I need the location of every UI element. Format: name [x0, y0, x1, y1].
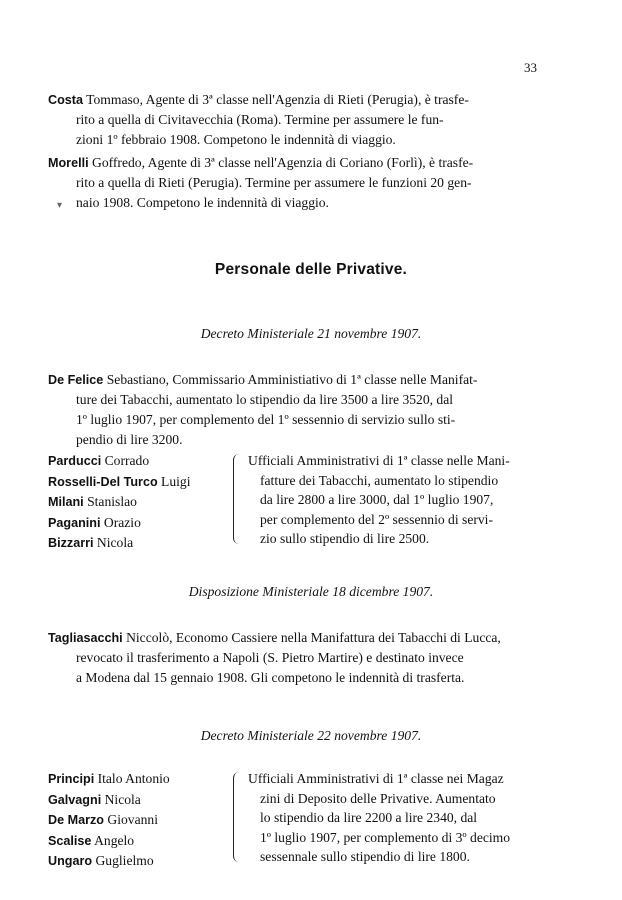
given-name: Orazio — [103, 514, 141, 530]
entry-text: Goffredo, Agente di 3ª classe nell'Agenzia di Coriano (Forlì), è trasfe- — [92, 155, 474, 170]
entry-first-line — [48, 370, 548, 390]
description-line: da lire 2800 a lire 3000, dal 1º luglio 1907, — [260, 492, 494, 508]
decree-heading: Disposizione Ministeriale 18 dicembre 1907. — [188, 584, 434, 599]
group-description-2 — [248, 769, 548, 867]
given-name: Giovanni — [107, 812, 158, 828]
entry-morelli — [48, 153, 548, 213]
group-description-1 — [248, 451, 548, 549]
given-name: Guglielmo — [95, 853, 154, 869]
surname: Paganini — [48, 515, 101, 530]
entry-text: Sebastiano, Commissario Amministiativo di 1ª classe nelle Manifat- — [106, 372, 478, 387]
entry-continuation: naio 1908. Competono le indennità di viaggio. — [76, 195, 329, 210]
brace-bracket — [233, 454, 240, 544]
page-number: 33 — [524, 60, 537, 75]
list-item — [48, 769, 233, 790]
entry-continuation: ture dei Tabacchi, aumentato lo stipendio da lire 3500 a lire 3520, dal — [76, 392, 454, 407]
print-speck: ▾ — [57, 200, 63, 211]
surname: Parducci — [48, 454, 102, 468]
brace-bracket — [233, 772, 240, 862]
description-line: Ufficiali Amministrativi di 1ª classe nei Magaz — [248, 771, 504, 786]
entry-first-line — [48, 628, 558, 648]
list-item — [48, 492, 233, 513]
list-item — [48, 851, 233, 872]
surname: Ungaro — [48, 854, 93, 869]
surname: Principi — [48, 772, 95, 786]
entry-continuation: 1º luglio 1907, per complemento del 1º sessennio di servizio sullo sti- — [76, 412, 456, 427]
list-item — [48, 533, 233, 554]
decree-heading: Decreto Ministeriale 21 novembre 1907. — [200, 326, 422, 341]
entry-continuation: revocato il trasferimento a Napoli (S. Pietro Martire) e destinato invece — [76, 650, 464, 665]
surname: Rosselli-Del Turco — [48, 474, 158, 489]
entry-first-line — [48, 153, 548, 173]
list-item — [48, 790, 233, 811]
entry-first-line — [48, 90, 548, 110]
description-line: Ufficiali Amministrativi di 1ª classe nelle Mani- — [248, 453, 510, 468]
entry-continuation: pendio di lire 3200. — [76, 432, 183, 447]
list-item — [48, 810, 233, 831]
entry-costa — [48, 90, 548, 150]
given-name: Angelo — [94, 832, 135, 848]
description-line: 1º luglio 1907, per complemento di 3º decimo — [260, 829, 511, 845]
description-line: zio sullo stipendio di lire 2500. — [260, 531, 430, 547]
surname: Morelli — [48, 156, 89, 170]
entry-tagliasacchi — [48, 628, 558, 688]
entry-continuation: a Modena dal 15 gennaio 1908. Gli competono le indennità di trasferta. — [76, 670, 465, 685]
entry-de-felice — [48, 370, 548, 450]
surname: Galvagni — [48, 792, 102, 807]
list-item — [48, 831, 233, 852]
surname: De Marzo — [48, 813, 104, 828]
surname: Costa — [48, 93, 83, 107]
surname: Scalise — [48, 833, 92, 848]
name-list-2 — [48, 769, 233, 872]
entry-text: Tommaso, Agente di 3ª classe nell'Agenzia di Rieti (Perugia), è trasfe- — [86, 92, 469, 107]
surname: Tagliasacchi — [48, 631, 123, 645]
description-line: per complemento del 2º sessennio di servi- — [260, 511, 493, 527]
given-name: Luigi — [161, 473, 191, 489]
entry-continuation: rito a quella di Civitavecchia (Roma). Termine per assumere le fun- — [76, 112, 444, 127]
surname: De Felice — [48, 373, 104, 387]
list-item — [48, 472, 233, 493]
decree-heading: Decreto Ministeriale 22 novembre 1907. — [200, 728, 422, 743]
section-heading: Personale delle Privative. — [214, 261, 408, 278]
description-line: zini di Deposito delle Privative. Aumentato — [260, 790, 496, 806]
list-item — [48, 513, 233, 534]
name-list-1 — [48, 451, 233, 554]
given-name: Stanislao — [87, 494, 137, 510]
given-name: Italo Antonio — [97, 771, 170, 786]
description-line: sessennale sullo stipendio di lire 1800. — [260, 849, 470, 865]
description-line: lo stipendio da lire 2200 a lire 2340, dal — [260, 810, 478, 826]
surname: Bizzarri — [48, 536, 94, 551]
entry-text: Niccolò, Economo Cassiere nella Manifattura dei Tabacchi di Lucca, — [126, 630, 501, 645]
given-name: Nicola — [96, 535, 134, 551]
given-name: Nicola — [104, 791, 141, 807]
given-name: Corrado — [104, 453, 150, 468]
description-line: fatture dei Tabacchi, aumentato lo stipendio — [260, 472, 499, 488]
surname: Milani — [48, 495, 84, 510]
entry-continuation: rito a quella di Rieti (Perugia). Termine per assumere le funzioni 20 gen- — [76, 175, 472, 190]
entry-continuation: zioni 1º febbraio 1908. Competono le indennità di viaggio. — [76, 132, 396, 147]
list-item — [48, 451, 233, 472]
